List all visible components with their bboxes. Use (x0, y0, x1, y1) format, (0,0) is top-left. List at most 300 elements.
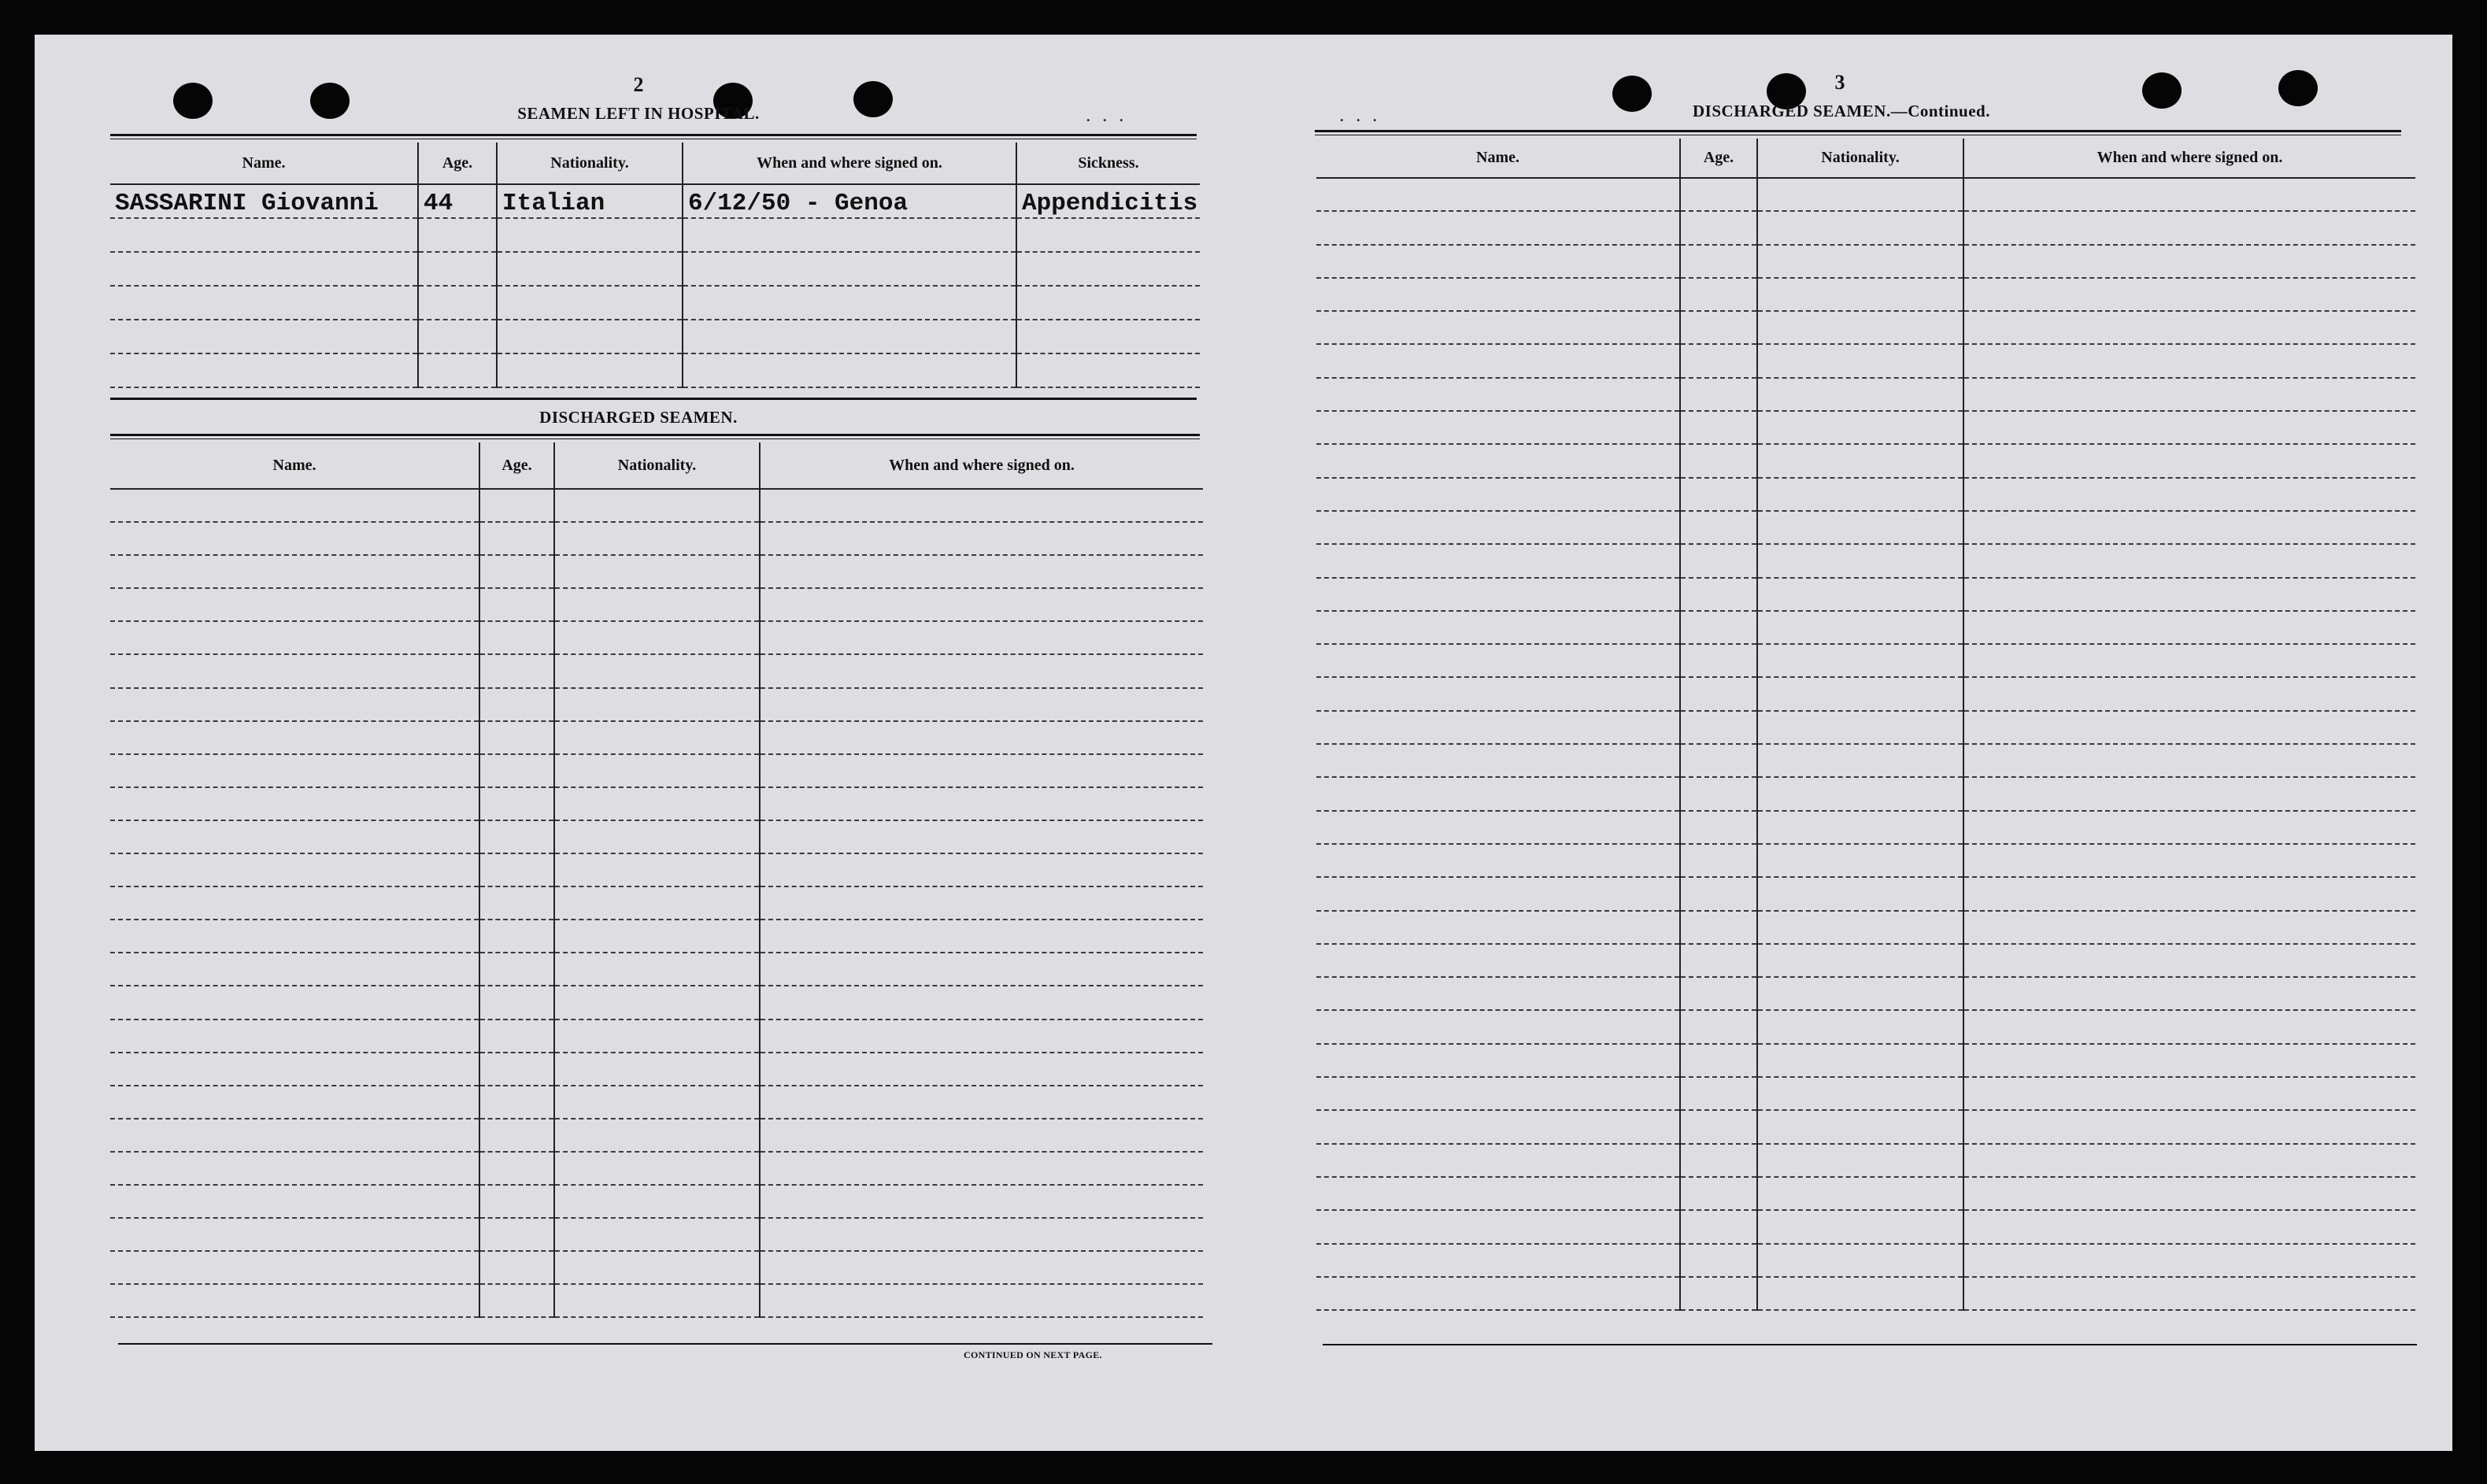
table-cell (1963, 278, 2415, 311)
table-row (110, 1053, 1203, 1086)
table-cell (1680, 877, 1757, 910)
discharged-section-title: DISCHARGED SEAMEN. (539, 408, 738, 427)
table-cell (418, 320, 497, 353)
table-cell (1963, 211, 2415, 244)
table-cell (1680, 245, 1757, 278)
table-cell (418, 353, 497, 387)
table-cell (1963, 944, 2415, 977)
table-cell (479, 886, 554, 920)
table-cell (1316, 311, 1680, 344)
table-cell (1757, 1110, 1963, 1143)
table-cell (683, 353, 1016, 387)
table-cell (110, 522, 479, 555)
table-cell: Italian (497, 184, 683, 218)
table-cell (554, 820, 760, 853)
page-number: 3 (1834, 71, 1845, 94)
table-cell (479, 721, 554, 754)
table-cell (1680, 677, 1757, 710)
punch-hole (173, 83, 213, 119)
table-row (1316, 278, 2415, 311)
table-cell (1316, 544, 1680, 577)
col-header-age: Age. (418, 142, 497, 184)
table-row (1316, 1177, 2415, 1210)
table-cell (110, 286, 418, 320)
table-cell (1963, 544, 2415, 577)
table-cell (1316, 777, 1680, 810)
table-row (110, 721, 1203, 754)
table-cell (1757, 1244, 1963, 1277)
table-cell (110, 953, 479, 986)
table-row (1316, 578, 2415, 611)
table-cell (110, 621, 479, 654)
table-cell (760, 489, 1203, 522)
table-row (110, 588, 1203, 621)
table-cell (1963, 811, 2415, 844)
table-cell (760, 1185, 1203, 1218)
table-cell (1757, 744, 1963, 777)
table-cell (1316, 1210, 1680, 1243)
table-cell (1680, 811, 1757, 844)
col-header-signed-on: When and where signed on. (683, 142, 1016, 184)
table-cell (1680, 711, 1757, 744)
table-cell (760, 1251, 1203, 1284)
table-cell (1757, 578, 1963, 611)
table-cell (497, 252, 683, 286)
col-header-age: Age. (1680, 139, 1757, 178)
table-cell (1963, 1210, 2415, 1243)
table-cell (110, 489, 479, 522)
table-cell (1963, 1077, 2415, 1110)
col-header-name: Name. (110, 142, 418, 184)
table-cell (554, 621, 760, 654)
table-row (1316, 977, 2415, 1010)
table-cell (1757, 977, 1963, 1010)
table-cell (760, 986, 1203, 1019)
table-cell: Appendicitis (1016, 184, 1200, 218)
table-cell (497, 286, 683, 320)
table-cell (760, 621, 1203, 654)
table-cell (1316, 877, 1680, 910)
table-cell (1316, 278, 1680, 311)
table-cell (554, 588, 760, 621)
hospital-table-bottom-rule (110, 398, 1197, 400)
table-cell (479, 1053, 554, 1086)
table-row (110, 489, 1203, 522)
table-cell (1680, 1210, 1757, 1243)
table-cell (1316, 1177, 1680, 1210)
table-cell (760, 688, 1203, 721)
table-cell (1757, 1177, 1963, 1210)
table-cell (760, 886, 1203, 920)
table-cell (1757, 245, 1963, 278)
table-cell (1680, 1044, 1757, 1077)
table-cell (554, 853, 760, 886)
table-cell (1680, 478, 1757, 511)
table-cell (760, 754, 1203, 787)
table-row (110, 218, 1200, 252)
table-cell (554, 886, 760, 920)
table-row (110, 1086, 1203, 1119)
table-cell (1316, 211, 1680, 244)
right-table-bottom-rule (1323, 1344, 2417, 1345)
table-cell (1316, 178, 1680, 211)
table-cell (1680, 378, 1757, 411)
table-cell (1316, 411, 1680, 444)
table-cell (1757, 544, 1963, 577)
table-cell (683, 252, 1016, 286)
table-cell (479, 1152, 554, 1185)
table-cell (110, 555, 479, 588)
col-header-age: Age. (479, 442, 554, 489)
table-cell (1757, 478, 1963, 511)
discharged-table-top-rule (110, 434, 1200, 436)
table-row (1316, 178, 2415, 211)
table-cell: 44 (418, 184, 497, 218)
table-cell (479, 1086, 554, 1119)
table-row (110, 754, 1203, 787)
table-cell (683, 218, 1016, 252)
table-row (1316, 1277, 2415, 1310)
table-cell (1316, 744, 1680, 777)
table-cell (110, 1185, 479, 1218)
table-cell (1757, 877, 1963, 910)
table-cell (1680, 777, 1757, 810)
table-cell (1963, 1044, 2415, 1077)
table-cell (1963, 611, 2415, 644)
table-row (110, 654, 1203, 687)
table-cell (1316, 1144, 1680, 1177)
table-cell (479, 754, 554, 787)
table-cell (110, 1284, 479, 1317)
table-cell (554, 953, 760, 986)
table-cell (1963, 178, 2415, 211)
table-cell (1757, 1210, 1963, 1243)
table-cell (1680, 578, 1757, 611)
table-cell (554, 754, 760, 787)
table-cell (110, 754, 479, 787)
table-cell (760, 522, 1203, 555)
table-cell (554, 1251, 760, 1284)
table-cell (1316, 1110, 1680, 1143)
table-cell (554, 1086, 760, 1119)
table-row (110, 886, 1203, 920)
table-cell (1757, 211, 1963, 244)
table-cell (1963, 644, 2415, 677)
table-cell (1963, 877, 2415, 910)
col-header-signed-on: When and where signed on. (760, 442, 1203, 489)
col-header-name: Name. (110, 442, 479, 489)
table-row (1316, 378, 2415, 411)
table-cell (554, 489, 760, 522)
table-cell (1757, 411, 1963, 444)
table-cell (1016, 252, 1200, 286)
table-cell (1680, 1177, 1757, 1210)
col-header-name: Name. (1316, 139, 1680, 178)
table-cell (497, 320, 683, 353)
table-cell (1757, 311, 1963, 344)
table-cell (1963, 444, 2415, 477)
table-cell: SASSARINI Giovanni (110, 184, 418, 218)
table-cell (479, 953, 554, 986)
table-cell (1016, 353, 1200, 387)
table-cell (760, 787, 1203, 820)
table-cell (1016, 286, 1200, 320)
table-cell (1680, 977, 1757, 1010)
table-cell (110, 252, 418, 286)
table-cell (1680, 844, 1757, 877)
table-cell (1757, 944, 1963, 977)
table-cell (1680, 911, 1757, 944)
hospital-table-top-rule (110, 134, 1197, 136)
table-row (1316, 478, 2415, 511)
table-cell (1316, 1077, 1680, 1110)
table-cell (110, 320, 418, 353)
table-cell (1757, 1144, 1963, 1177)
table-cell (1680, 511, 1757, 544)
table-cell (1316, 511, 1680, 544)
table-cell (1757, 1010, 1963, 1043)
table-cell (110, 721, 479, 754)
table-cell (1757, 378, 1963, 411)
table-cell (1680, 1077, 1757, 1110)
faint-marks: . . . (1086, 109, 1128, 124)
table-cell (110, 353, 418, 387)
table-cell: 6/12/50 - Genoa (683, 184, 1016, 218)
table-cell (479, 986, 554, 1019)
table-cell (1316, 711, 1680, 744)
table-row (110, 1185, 1203, 1218)
col-header-nationality: Nationality. (497, 142, 683, 184)
table-row (110, 820, 1203, 853)
table-cell (1963, 1177, 2415, 1210)
table-cell (479, 522, 554, 555)
table-cell (1680, 611, 1757, 644)
table-cell (760, 1284, 1203, 1317)
table-cell (1316, 944, 1680, 977)
table-cell (1963, 511, 2415, 544)
table-row (110, 286, 1200, 320)
table-cell (479, 1020, 554, 1053)
table-row (110, 522, 1203, 555)
table-cell (418, 286, 497, 320)
table-cell (1680, 344, 1757, 377)
table-row (1316, 944, 2415, 977)
table-cell (418, 218, 497, 252)
table-cell (479, 555, 554, 588)
table-cell (760, 1020, 1203, 1053)
table-cell (1963, 1010, 2415, 1043)
table-cell (1963, 1110, 2415, 1143)
table-cell (1963, 1244, 2415, 1277)
table-cell (110, 1086, 479, 1119)
table-cell (110, 886, 479, 920)
table-row (110, 1020, 1203, 1053)
table-row (110, 986, 1203, 1019)
table-cell (1963, 844, 2415, 877)
table-row (110, 1119, 1203, 1152)
table-cell (1316, 444, 1680, 477)
table-cell (1016, 218, 1200, 252)
table-cell (418, 252, 497, 286)
hospital-section-title: SEAMEN LEFT IN HOSPITAL. (517, 104, 760, 123)
table-cell (1680, 278, 1757, 311)
table-row (1316, 911, 2415, 944)
table-row (110, 1152, 1203, 1185)
table-row (110, 1251, 1203, 1284)
table-cell (1316, 977, 1680, 1010)
table-cell (1963, 378, 2415, 411)
table-cell (1757, 844, 1963, 877)
table-cell (479, 588, 554, 621)
table-cell (554, 1284, 760, 1317)
table-cell (110, 1020, 479, 1053)
table-cell (554, 1119, 760, 1152)
table-cell (1757, 811, 1963, 844)
table-row (1316, 777, 2415, 810)
table-cell (1757, 344, 1963, 377)
table-cell (479, 920, 554, 953)
table-cell (1680, 944, 1757, 977)
table-cell (1963, 911, 2415, 944)
table-cell (479, 489, 554, 522)
table-cell (1316, 911, 1680, 944)
punch-hole (853, 81, 893, 117)
table-cell (1963, 1144, 2415, 1177)
col-header-nationality: Nationality. (554, 442, 760, 489)
discharged-continued-title: DISCHARGED SEAMEN.—Continued. (1693, 102, 1990, 120)
document-page-spread (35, 35, 2452, 1451)
table-cell (1757, 1277, 1963, 1310)
table-row (1316, 1144, 2415, 1177)
table-cell (1316, 811, 1680, 844)
table-cell (554, 1020, 760, 1053)
table-cell (479, 853, 554, 886)
table-cell (554, 721, 760, 754)
table-cell (110, 787, 479, 820)
faint-marks: . . . (1340, 109, 1382, 124)
table-cell (479, 654, 554, 687)
table-cell (1316, 677, 1680, 710)
table-cell (1757, 677, 1963, 710)
table-cell (1757, 611, 1963, 644)
table-cell (479, 1251, 554, 1284)
table-cell (1680, 1277, 1757, 1310)
table-row (110, 787, 1203, 820)
page-number: 2 (633, 73, 644, 96)
table-row (1316, 245, 2415, 278)
table-row (110, 252, 1200, 286)
table-cell (760, 1218, 1203, 1251)
table-cell (760, 1119, 1203, 1152)
punch-hole (310, 83, 350, 119)
table-cell (554, 1053, 760, 1086)
table-cell (760, 721, 1203, 754)
table-row (1316, 444, 2415, 477)
table-row (1316, 1110, 2415, 1143)
table-cell (554, 654, 760, 687)
discharged-seamen-continued-table (1316, 139, 2415, 1311)
table-row (110, 853, 1203, 886)
table-cell (554, 920, 760, 953)
table-row (1316, 311, 2415, 344)
table-row (1316, 1210, 2415, 1243)
table-cell (1316, 1277, 1680, 1310)
col-header-sickness: Sickness. (1016, 142, 1200, 184)
table-row (1316, 1077, 2415, 1110)
table-cell (1680, 544, 1757, 577)
table-cell (1757, 711, 1963, 744)
table-cell (110, 654, 479, 687)
table-cell (479, 621, 554, 654)
continued-note: CONTINUED ON NEXT PAGE. (964, 1349, 1102, 1360)
table-cell (110, 1218, 479, 1251)
table-cell (1757, 644, 1963, 677)
table-cell (1757, 511, 1963, 544)
table-cell (110, 820, 479, 853)
right-table-top-rule (1315, 130, 2401, 132)
table-cell (760, 555, 1203, 588)
table-cell (1963, 1277, 2415, 1310)
table-row (110, 1284, 1203, 1317)
table-cell (479, 1185, 554, 1218)
table-cell (1680, 1110, 1757, 1143)
table-row (1316, 511, 2415, 544)
table-cell (1680, 644, 1757, 677)
table-cell (1963, 311, 2415, 344)
table-cell (1963, 677, 2415, 710)
table-cell (760, 853, 1203, 886)
table-cell (1316, 478, 1680, 511)
table-cell (110, 1119, 479, 1152)
table-cell (479, 688, 554, 721)
table-row (1316, 544, 2415, 577)
table-row (1316, 877, 2415, 910)
table-cell (479, 820, 554, 853)
table-cell (760, 920, 1203, 953)
table-row (1316, 611, 2415, 644)
table-cell (760, 654, 1203, 687)
table-cell (1757, 278, 1963, 311)
table-cell (1316, 1010, 1680, 1043)
discharged-seamen-table (110, 442, 1203, 1318)
table-cell (1680, 411, 1757, 444)
table-cell (1757, 911, 1963, 944)
table-cell (110, 1152, 479, 1185)
table-cell (1963, 777, 2415, 810)
table-row (1316, 711, 2415, 744)
punch-hole (1612, 76, 1652, 112)
table-row (1316, 211, 2415, 244)
table-row (110, 555, 1203, 588)
table-cell (110, 1053, 479, 1086)
punch-hole (2142, 72, 2182, 109)
table-cell (1316, 1244, 1680, 1277)
table-cell (110, 853, 479, 886)
table-cell (1757, 178, 1963, 211)
table-row (1316, 1244, 2415, 1277)
table-cell (554, 986, 760, 1019)
table-row (110, 953, 1203, 986)
table-row (1316, 677, 2415, 710)
col-header-nationality: Nationality. (1757, 139, 1963, 178)
table-cell (1963, 245, 2415, 278)
table-cell (1316, 344, 1680, 377)
table-cell (554, 555, 760, 588)
table-row (1316, 844, 2415, 877)
table-cell (1680, 178, 1757, 211)
table-cell (554, 688, 760, 721)
table-cell (479, 1218, 554, 1251)
